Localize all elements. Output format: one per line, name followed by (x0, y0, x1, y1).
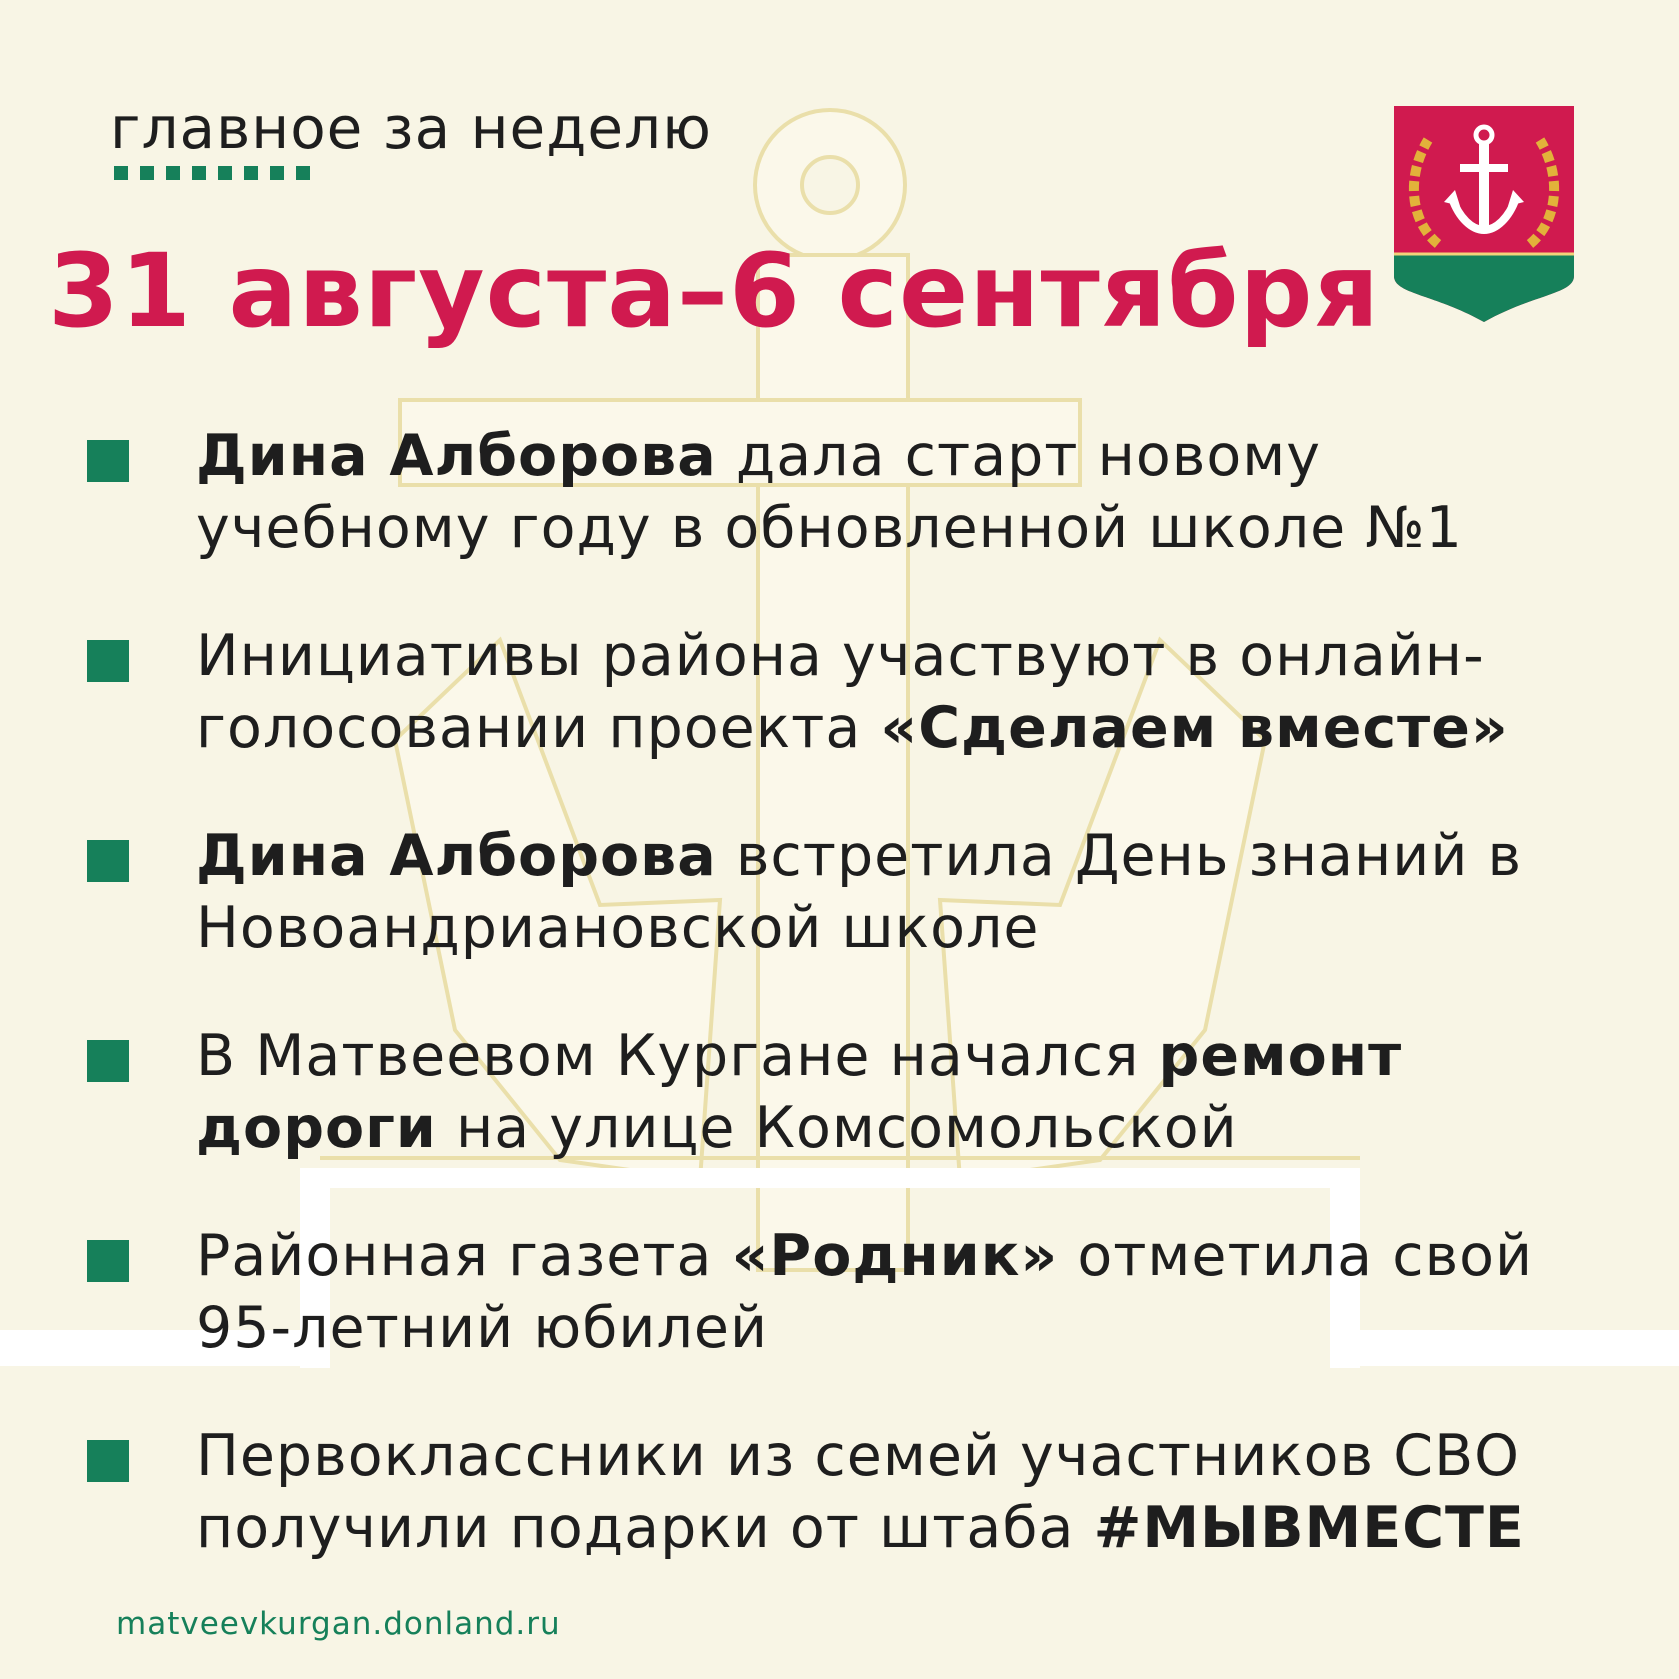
news-item-highlight: «Сделаем вместе» (880, 695, 1509, 761)
news-item-highlight: Дина Алборова (196, 823, 717, 889)
page-kicker: главное за неделю (110, 94, 712, 162)
news-item-highlight: #МЫВМЕСТЕ (1093, 1495, 1525, 1561)
news-item-highlight: Дина Алборова (196, 423, 717, 489)
square-bullet-icon (87, 440, 129, 482)
list-item (0, 1223, 1679, 1428)
news-item-body-end: на улице Комсомольской (436, 1095, 1238, 1161)
square-bullet-icon (87, 1240, 129, 1282)
news-item-text (196, 620, 1596, 764)
news-item-text (196, 1020, 1596, 1164)
list-item (0, 623, 1679, 828)
underline-dot (296, 166, 310, 180)
underline-dot (114, 166, 128, 180)
date-range-title: 31 августа–6 сентября (48, 232, 1380, 351)
news-item-text (196, 820, 1596, 964)
coat-of-arms-anchor-icon (1394, 106, 1574, 322)
underline-dot (166, 166, 180, 180)
square-bullet-icon (87, 1440, 129, 1482)
news-list (0, 423, 1679, 1628)
site-link[interactable]: matveevkurgan.donland.ru (116, 1606, 561, 1642)
list-item (0, 1023, 1679, 1228)
underline-dot (218, 166, 232, 180)
square-bullet-icon (87, 640, 129, 682)
list-item (0, 1423, 1679, 1628)
news-item-body: Инициативы района участвуют в онлайн-голосовании проекта (196, 623, 1485, 761)
underline-dot (140, 166, 154, 180)
news-item-body: В Матвеевом Кургане начался (196, 1023, 1159, 1089)
news-item-highlight: «Родник» (731, 1223, 1059, 1289)
news-item-text (196, 1420, 1596, 1564)
list-item (0, 423, 1679, 628)
news-item-body: встретила День знаний в Новоандриановской школе (196, 823, 1523, 961)
square-bullet-icon (87, 840, 129, 882)
square-bullet-icon (87, 1040, 129, 1082)
list-item (0, 823, 1679, 1028)
news-item-body: дала старт новому учебному году в обновленной школе №1 (196, 423, 1463, 561)
underline-dot (270, 166, 284, 180)
news-item-text (196, 420, 1596, 564)
news-item-body: Первоклассники из семей участников СВО получили подарки от штаба (196, 1423, 1521, 1561)
dotted-underline (114, 166, 310, 180)
news-item-body: Районная газета (196, 1223, 732, 1289)
news-item-body-end: отметила свой 95-летний юбилей (196, 1223, 1534, 1361)
underline-dot (192, 166, 206, 180)
underline-dot (244, 166, 258, 180)
news-item-text (196, 1220, 1596, 1364)
news-item-highlight: ремонт дороги (196, 1023, 1403, 1161)
